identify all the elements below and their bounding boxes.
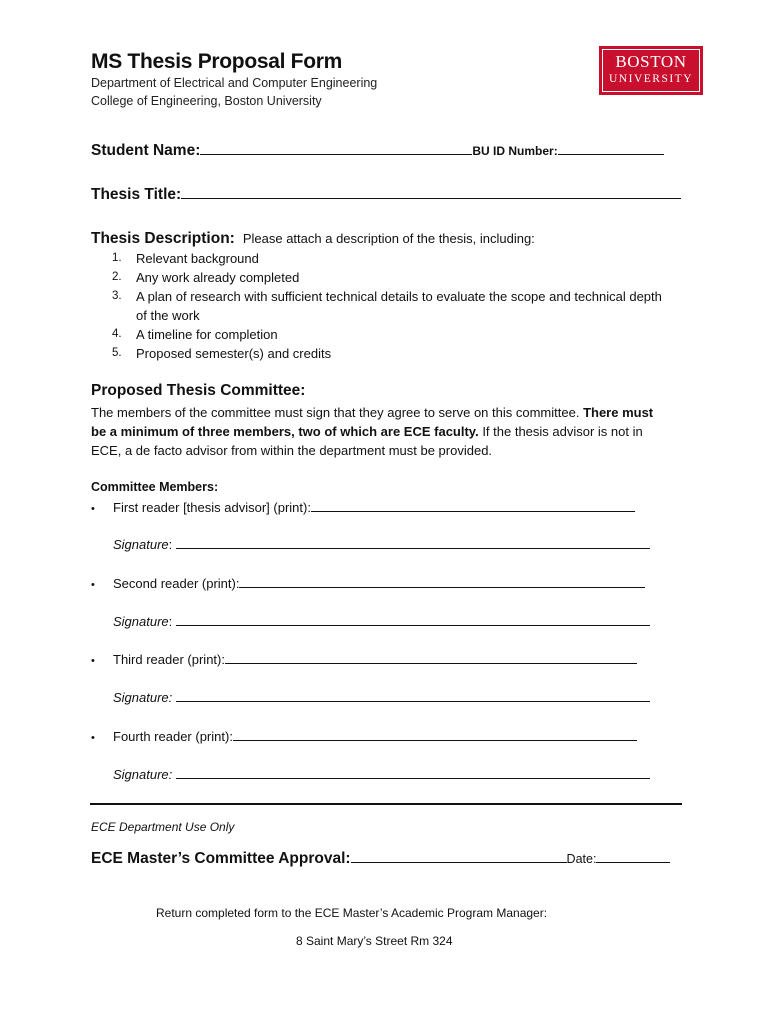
approval-row	[91, 850, 670, 868]
thesis-title-label: Thesis Title:	[91, 186, 182, 203]
list-text: Proposed semester(s) and credits	[136, 346, 332, 361]
boston-university-logo	[599, 46, 703, 95]
committee-instructions-part-2: If the thesis advisor is not in ECE, a de facto advisor from within the department must be provided.	[91, 424, 643, 458]
fourth-reader-label: Fourth reader (print):	[113, 729, 233, 744]
third-reader-label: Third reader (print):	[113, 652, 225, 667]
approval-label: ECE Master’s Committee Approval:	[91, 850, 351, 867]
fourth-reader-row	[91, 729, 637, 744]
section-divider	[90, 803, 682, 805]
thesis-title-row	[91, 186, 681, 204]
return-instructions-text: Return completed form to the ECE Master’s Academic Program Manager:	[156, 906, 548, 920]
bu-id-label: BU ID Number:	[472, 144, 558, 158]
list-number: 4.	[112, 328, 122, 340]
signature-colon: :	[168, 614, 173, 629]
list-text: A plan of research with sufficient technical details to evaluate the scope and technical depth of the work	[136, 289, 662, 323]
approval-field[interactable]	[351, 861, 567, 863]
student-name-field[interactable]	[200, 153, 472, 155]
committee-instructions-part-1: The members of the committee must sign that they agree to serve on this committee.	[91, 405, 580, 420]
student-name-label: Student Name:	[91, 142, 201, 159]
list-item	[112, 287, 676, 325]
list-text: A timeline for completion	[136, 327, 278, 342]
bullet-icon: •	[91, 732, 95, 744]
fourth-reader-field[interactable]	[233, 739, 637, 741]
signature-label: Signature	[113, 537, 169, 552]
first-reader-label: First reader [thesis advisor] (print):	[113, 500, 311, 515]
second-reader-row	[91, 576, 645, 591]
logo-line-1: BOSTON	[615, 52, 687, 71]
signature-colon: :	[168, 537, 173, 552]
third-reader-row	[91, 652, 637, 667]
list-item	[112, 344, 676, 363]
committee-heading: Proposed Thesis Committee:	[91, 382, 306, 399]
list-item	[112, 325, 676, 344]
logo-line-2: UNIVERSITY	[609, 73, 693, 85]
second-reader-label: Second reader (print):	[113, 576, 240, 591]
signature-label: Signature	[113, 614, 169, 629]
committee-instructions	[91, 403, 671, 460]
list-text: Any work already completed	[136, 270, 300, 285]
page-title: MS Thesis Proposal Form	[91, 50, 342, 73]
thesis-description-label: Thesis Description:	[91, 230, 235, 247]
first-reader-field[interactable]	[311, 510, 635, 512]
second-reader-signature-field[interactable]	[176, 624, 650, 626]
list-number: 5.	[112, 347, 122, 359]
list-number: 2.	[112, 271, 122, 283]
list-number: 1.	[112, 252, 122, 264]
bullet-icon: •	[91, 579, 95, 591]
signature-label: Signature:	[113, 690, 173, 705]
department-name: Department of Electrical and Computer Engineering	[91, 76, 378, 90]
committee-members-label: Committee Members:	[91, 480, 219, 494]
thesis-description-note: Please attach a description of the thesis, including:	[242, 231, 535, 246]
list-text: Relevant background	[136, 251, 259, 266]
third-reader-signature-field[interactable]	[176, 700, 650, 702]
bu-id-field[interactable]	[558, 153, 664, 155]
first-reader-row	[91, 500, 635, 515]
student-row	[91, 142, 664, 160]
department-use-label: ECE Department Use Only	[91, 820, 235, 834]
college-name: College of Engineering, Boston University	[91, 94, 322, 108]
description-list	[112, 249, 676, 363]
thesis-description-row	[91, 230, 535, 248]
fourth-reader-signature-field[interactable]	[176, 777, 650, 779]
signature-label: Signature:	[113, 767, 173, 782]
bullet-icon: •	[91, 503, 95, 515]
committee-instructions-requirement: There must be a minimum of three members, two of which are ECE faculty.	[91, 405, 654, 439]
third-reader-signature-row	[113, 690, 650, 705]
return-address: 8 Saint Mary’s Street Rm 324	[296, 934, 453, 948]
second-reader-field[interactable]	[239, 586, 645, 588]
list-item	[112, 249, 676, 268]
third-reader-field[interactable]	[225, 662, 637, 664]
list-item	[112, 268, 676, 287]
first-reader-signature-row	[113, 537, 650, 552]
date-label: Date:	[566, 852, 597, 866]
bullet-icon: •	[91, 655, 95, 667]
list-number: 3.	[112, 290, 122, 302]
date-field[interactable]	[596, 861, 670, 863]
thesis-title-field[interactable]	[181, 197, 681, 199]
second-reader-signature-row	[113, 614, 650, 629]
fourth-reader-signature-row	[113, 767, 650, 782]
first-reader-signature-field[interactable]	[176, 547, 650, 549]
